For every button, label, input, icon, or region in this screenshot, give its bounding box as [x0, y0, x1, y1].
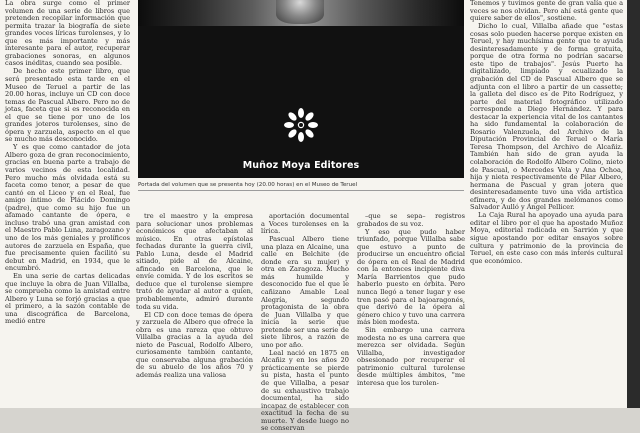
paragraph: La obra surge como el primer volumen de una serie de libros que pretenden recopilar información que permita trazar la biografía de siete grandes voces líricas turolenses, y lo que es más importante y más interesante para el autor, recuperar grabaciones sonoras, en algunos casos inéditas, cuando sea posible.: [5, 0, 130, 68]
paragraph: Tenemos y tuvimos gente de gran valía que a veces se nos olvidan. Pero ahí está gente que quiere saber de ellos", sostiene.: [470, 0, 623, 23]
paragraph: Dicho lo cual, Villalba añade que "estas cosas solo pueden hacerse porque existen en Teruel, y hay muchísima gente que te ayuda desinteresadamente y de forma gratuita, porque de otra forma no podrían sacarse este tipo de trabajos". Jesús Puerto ha digitalizado, limpiado y ecualizado la grabación del CD de Pascual Albero que se adjunta con el libro a partir de un cassette; la galleta del disco es de Pito Rodríguez, y parte del material fotográfico utilizado corresponde a Diego Hernández. Y para destacar la experiencia vital de los cantantes ha sido fundamental la colaboración de Rosario Valenzuela, del Archivo de la Diputación Provincial de Teruel o María Teresa Thompson, del Archivo de Alcañiz. También han sido de gran ayuda la colaboración de Rodolfo Albero Colino, nieto de Pascual, o Mercedes Vela y Ana Ochoa, hija y nieta respectivamente de Pilar Albero, hermana de Pascual y gran jotera que desinteresadamente tuvo una vida artística efímera, y de dos grandes melómanos como Salvador Aulló y Ángel Pellicer.: [470, 22, 623, 212]
paragraph: El CD con doce temas de ópera y zarzuela de Albero que ofrece la obra es una rareza que obtuvo Villalba gracias a la ayuda del nieto de Pascual, Rodolfo Albero, curiosamente también cantante, que conservaba alguna grabación de su abuelo de los años 70 y además realiza una valiosa: [136, 310, 253, 379]
article-column-1: [5, 0, 130, 404]
paragraph: aportación documental a Voces turolenses en la lírica.: [261, 212, 349, 236]
paragraph: Leal nació en 1875 en Alcañiz y en los años 20 prácticamente se pierde su pista, hasta el punto de que Villalba, a pesar de su exhaustivo trabajo documental, ha sido incapaz de establecer con exactitud la fecha de su muerte. Y desde luego no se conservan: [261, 348, 349, 433]
article-column-5: [470, 0, 623, 404]
paragraph: Sin embargo una carrera modesta no es una carrera que merezca ser olvidada. Según Villalba, investigador obsesionado por recuperar el patrimonio cultural turolense desde múltiples ámbitos, "me interesa que los turolen-: [357, 326, 465, 388]
paragraph: De hecho este primer libro, que será presentado esta tarde en el Museo de Teruel a partir de las 20.00 horas, incluye un CD con doce temas de Pascual Albero. Pero no de jotas, faceta que si es reconocida en el que se tiene por uno de los grandes joteros turolenses, sino de ópera y zarzuela, aspecto en el que se mucho más desconocido.: [5, 67, 130, 144]
photo-figure: [276, 0, 324, 24]
paragraph: –que se sepa– registros grabados de su voz.: [357, 212, 465, 228]
article-column-4: [357, 213, 465, 408]
paragraph: En una serie de cartas delicadas que incluye la obra de Juan Villalba, se comprueba como la amistad entre Albero y Luna se forjó gracias a que el primero, a la sazón contable de una discográfica de Barcelona, medió entre: [5, 272, 130, 326]
caption-divider: [138, 190, 464, 191]
paragraph: Pascual Albero tiene una plaza en Alcaine, una calle en Belchite (de donde era su mujer) y otra en Zaragoza. Mucho más humilde y desconocido fue el que le cañizano Amable Leal Alegría, segundo protagonista de la obra de Juan Villalba y que inicia la serie que pretende ser una serie de siete libros, a razón de uno por año.: [261, 235, 349, 349]
paragraph: Y eso que pudo haber triunfado, porque Villalba sabe que estuvo a punto de producirse un encuentro oficial de ópera en el Real de Madrid con la entonces incipiente diva María Barrientos que pudo haberlo puesto en órbita. Pero nunca llegó a tener lugar y ese tren pasó para el bajoaragonés, que derivó de la ópera al género chico y tuvo una carrera más bien modesta.: [357, 227, 465, 327]
paragraph: tre el maestro y la empresa para solucionar unos problemas económicos que afectaban al músico. En otras epístolas fechadas durante la guerra civil, Pablo Luna, desde el Madrid sitiado, pide al de Alcaine, afincado en Barcelona, que le envíe comida. Y de los escritos se deduce que el turolense siempre trató de ayudar al autor a quien, probablemente, admiró durante toda su vida.: [136, 212, 253, 311]
article-column-2: [136, 213, 253, 408]
photo-caption: Portada del volumen que se presenta hoy (20.00 horas) en el Museo de Teruel: [138, 182, 358, 188]
sun-flower-logo-icon: [284, 108, 318, 142]
paragraph: La Caja Rural ha apoyado una ayuda para editar el libro por el que ha apostado Muñoz Moya, editorial radicada en Sarrión y que sigue apostando por editar ensayos sobre cultura y patrimonio de la provincia de Teruel, en este caso con más interés cultural que económico.: [470, 211, 623, 265]
viewer-scrollbar[interactable]: [627, 0, 640, 408]
article-column-3: [261, 212, 349, 433]
book-cover-photo: [138, 0, 464, 178]
publisher-name: Muñoz Moya Editores: [242, 160, 360, 171]
paragraph: Y es que como cantador de jota Albero goza de gran reconocimiento, gracias en buena parte a trabajo de varios vecinos de esta localidad. Pero mucho más olvidada está su faceta como tenor, a pesar de que cantó en el Liceo y en el Real, fue amigo íntimo de Plácido Domingo (padre), que como su hijo fue un afamado cantante de ópera, e incluso trabó una gran amistad con el Maestro Pablo Luna, zaragozano y uno de los más geniales y prolíficos autores de zarzuela en España, que fue precisamente quien facilitó su debut en Madrid, en 1934, que le encumbró.: [5, 143, 130, 273]
